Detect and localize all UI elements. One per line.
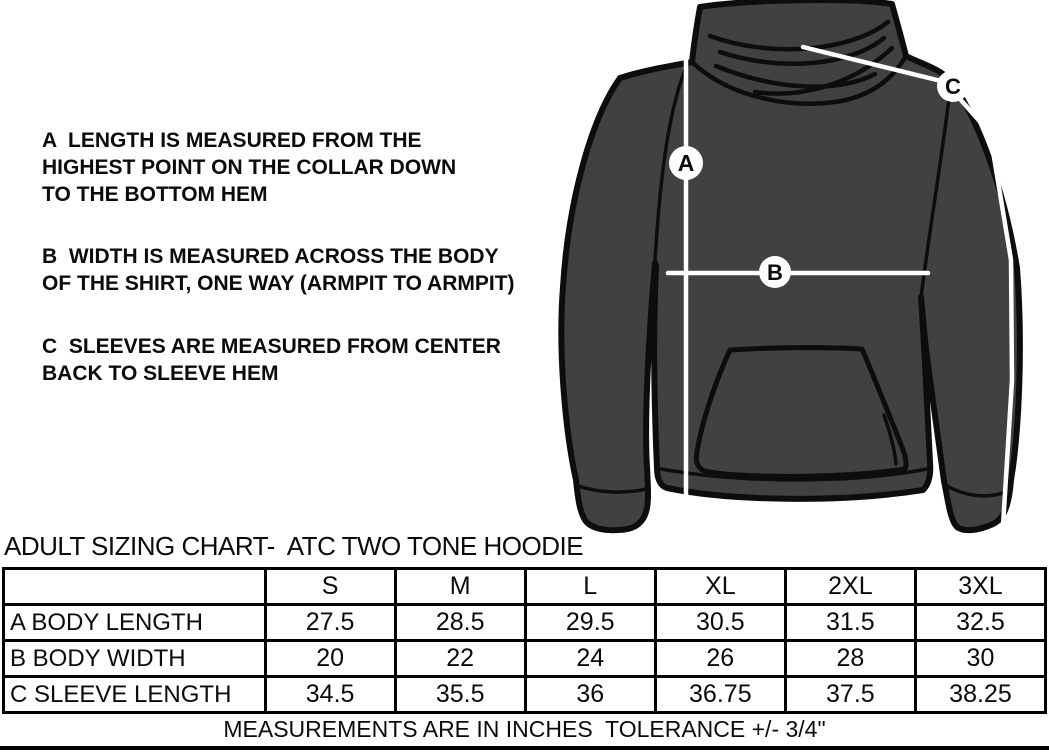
table-cell: 34.5: [265, 677, 395, 713]
table-cell: 31.5: [785, 605, 915, 641]
table-cell: 37.5: [785, 677, 915, 713]
row-label: B BODY WIDTH: [4, 641, 266, 677]
table-cell: 36.75: [655, 677, 785, 713]
instruction-a-line: TO THE BOTTOM HEM: [42, 183, 268, 206]
table-cell: 30.5: [655, 605, 785, 641]
table-cell: 26: [655, 641, 785, 677]
table-cell: 30: [915, 641, 1045, 677]
table-row: [4, 641, 1046, 677]
instruction-a: [42, 127, 456, 208]
table-row: [4, 605, 1046, 641]
hoodie-measurement-diagram: [540, 0, 1049, 540]
table-cell: 36: [525, 677, 655, 713]
instruction-c-line: BACK TO SLEEVE HEM: [42, 362, 279, 385]
instruction-b: [42, 243, 515, 297]
table-cell: 22: [395, 641, 525, 677]
instruction-c-line: C SLEEVES ARE MEASURED FROM CENTER: [42, 335, 501, 358]
table-row: [4, 677, 1046, 713]
table-cell: 27.5: [265, 605, 395, 641]
instruction-a-line: HIGHEST POINT ON THE COLLAR DOWN: [42, 156, 457, 179]
row-label: A BODY LENGTH: [4, 605, 266, 641]
table-cell: 28: [785, 641, 915, 677]
instruction-b-line: B WIDTH IS MEASURED ACROSS THE BODY: [42, 245, 499, 268]
table-cell: 32.5: [915, 605, 1045, 641]
table-header-row: [4, 569, 1046, 605]
table-corner-cell: [4, 569, 266, 605]
table-cell: 24: [525, 641, 655, 677]
size-header: L: [525, 569, 655, 605]
row-label: C SLEEVE LENGTH: [4, 677, 266, 713]
instruction-a-line: A LENGTH IS MEASURED FROM THE: [42, 129, 422, 152]
size-header: M: [395, 569, 525, 605]
size-header: XL: [655, 569, 785, 605]
marker-c-label: C: [945, 74, 961, 99]
table-cell: 35.5: [395, 677, 525, 713]
size-header: 2XL: [785, 569, 915, 605]
marker-b-label: B: [767, 260, 783, 285]
table-cell: 29.5: [525, 605, 655, 641]
tolerance-note: MEASUREMENTS ARE IN INCHES TOLERANCE +/- 3/4": [223, 716, 826, 742]
instruction-b-line: OF THE SHIRT, ONE WAY (ARMPIT TO ARMPIT): [42, 272, 515, 295]
sizing-table: [2, 567, 1047, 714]
marker-a-label: A: [677, 150, 695, 176]
page-title: ADULT SIZING CHART- ATC TWO TONE HOODIE: [4, 531, 584, 561]
table-cell: 20: [265, 641, 395, 677]
size-header: 3XL: [915, 569, 1045, 605]
table-cell: 28.5: [395, 605, 525, 641]
table-cell: 38.25: [915, 677, 1045, 713]
bottom-divider: [0, 746, 1049, 750]
size-header: S: [265, 569, 395, 605]
instruction-c: [42, 333, 501, 387]
